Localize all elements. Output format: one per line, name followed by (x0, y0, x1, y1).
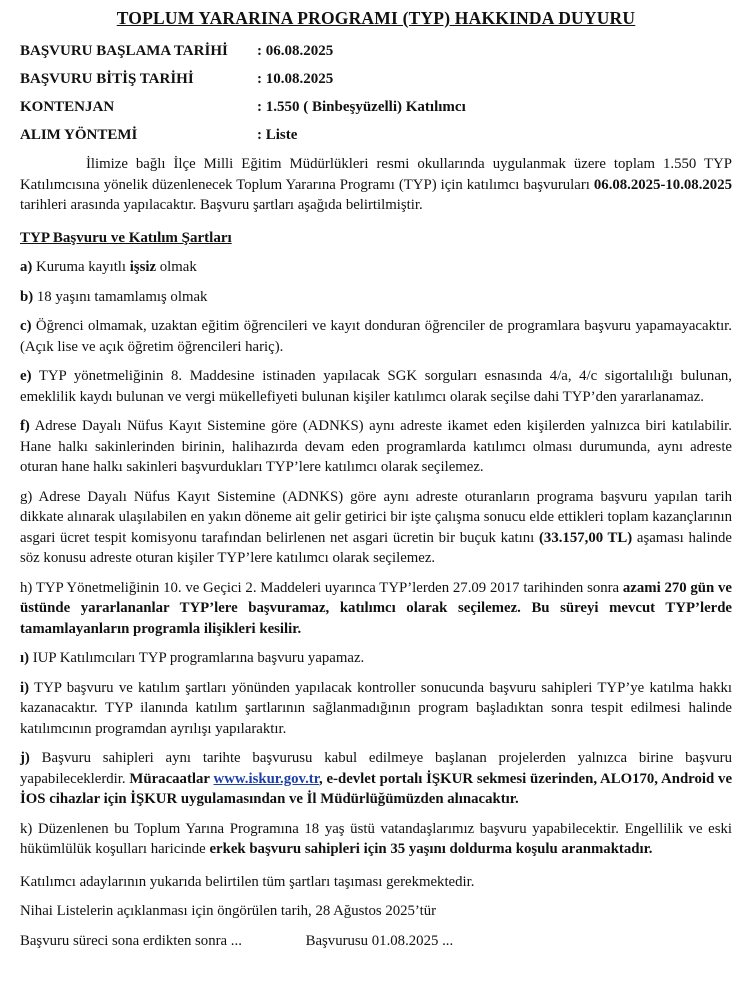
intro-paragraph (20, 154, 732, 216)
item-marker: i) (20, 679, 30, 696)
item-text: olmak (156, 259, 197, 275)
item-text: aşaması halinde söz konusu adreste oturan kişiler TYP’lere katılımcı olarak seçilemez. (20, 529, 733, 566)
meta-value: : 10.08.2025 (257, 71, 334, 87)
item-text: TYP yönetmeliğinin 8. Maddesine istinaden yapılacak SGK sorguları esnasında 4/a, 4/c sigortalılığı bulunan, emeklilik kaydı bulunan ve vergi mükellefiyeti bulunan kişiler katılımcı olarak seçilse dahi TYP’den yararlanamaz. (20, 368, 732, 405)
item-bold: Müracaatlar (129, 770, 214, 787)
item-text: TYP başvuru ve katılım şartları yönünden yapılacak kontroller sonucunda başvuru sahipleri TYP’ye katılma hakkı kazanacaktır. TYP ilanında katılım şartlarının sağlanmadığının program başladıktan sonra tespit edilmesi halinde katılımcının programdan ayrılışı yapılaraktır. (20, 679, 732, 737)
item-marker: f) (20, 418, 30, 434)
meta-row-end-date (20, 71, 732, 88)
condition-item-a (20, 257, 732, 278)
item-marker: e) (20, 368, 32, 384)
meta-label: BAŞVURU BİTİŞ TARİHİ (20, 71, 194, 87)
item-bold: azami 270 gün ve üstünde yararlananlar TYP’lere başvuramaz, katılımcı olarak seçilemez. Bu süreyi mevcut TYP’lerde tamamlayanların programla ilişikleri kesilir. (20, 579, 732, 637)
condition-item-f (20, 416, 732, 478)
item-text: h) TYP Yönetmeliğinin 10. ve Geçici 2. Maddeleri uyarınca TYP’lerden 27.09 2017 tarihinden sonra (20, 579, 623, 596)
meta-row-start-date (20, 43, 732, 60)
meta-value: : 06.08.2025 (257, 43, 334, 59)
item-text: Öğrenci olmamak, uzaktan eğitim öğrencileri ve kayıt donduran öğrenciler de programlara başvuru yapamayacaktır. (Açık lise ve açık öğretim öğrencileri hariç). (20, 318, 732, 355)
item-text: 18 yaşını tamamlamış olmak (33, 288, 208, 305)
meta-row-method (20, 127, 732, 144)
item-marker: a) (20, 259, 33, 275)
condition-item-b (20, 287, 732, 308)
condition-item-k (20, 819, 732, 860)
item-marker: b) (20, 288, 34, 305)
condition-item-g (20, 487, 732, 569)
iskur-link[interactable]: www.iskur.gov.tr (213, 770, 319, 787)
condition-item-h (20, 578, 732, 640)
meta-label: BAŞVURU BAŞLAMA TARİHİ (20, 43, 228, 59)
condition-item-i (20, 678, 732, 740)
announcement-page (20, 0, 732, 951)
condition-item-j (20, 748, 732, 810)
footer-partial-text: Başvuru süreci sona erdikten sonra ... (20, 932, 242, 949)
meta-value: : 1.550 ( Binbeşyüzelli) Katılımcı (257, 99, 466, 115)
item-marker: ı) (20, 650, 30, 666)
item-text: k) Düzenlenen bu Toplum Yarına Programına 18 yaş üstü vatandaşlarımız başvuru yapabilecektir. Engellilik ve eski hükümlülük koşulları haricinde (20, 820, 732, 857)
section-title: TYP Başvuru ve Katılım Şartları (20, 229, 232, 246)
item-text: IUP Katılımcıları TYP programlarına başvuru yapamaz. (29, 650, 365, 666)
footer-partial-line (20, 931, 732, 952)
item-marker: j) (20, 750, 30, 766)
meta-label: ALIM YÖNTEMİ (20, 127, 138, 143)
item-bold: erkek başvuru sahipleri için 35 yaşını doldurma koşulu aranmaktadır. (209, 841, 653, 857)
meta-value: : Liste (257, 127, 298, 143)
item-bold: (33.157,00 TL) (539, 529, 633, 546)
item-bold: , e-devlet portalı İŞKUR sekmesi üzerinden, ALO170, Android ve İOS cihazlar için İŞKUR uygulamasından ve İl Müdürlüğümüzden alınacaktır. (20, 770, 733, 807)
intro-dates: 06.08.2025-10.08.2025 (593, 176, 732, 193)
intro-text: tarihleri arasında yapılacaktır. Başvuru şartları aşağıda belirtilmiştir. (20, 197, 423, 213)
item-marker: c) (20, 318, 32, 334)
condition-item-i-dotless (20, 648, 732, 669)
item-text: Kuruma kayıtlı (32, 259, 130, 275)
announcement-meta (20, 43, 732, 144)
meta-row-quota (20, 99, 732, 116)
announcement-body (20, 154, 732, 951)
item-text: Adrese Dayalı Nüfus Kayıt Sistemine göre (ADNKS) aynı adreste ikamet eden kişilerden yalnızca biri katılabilir. Hane halkı sakinlerinden birinin, halihazırda devam eden programlarda katılımcı olması durumunda, aynı adreste oturan hane halkı sakinleri başvurdukları TYP’lere katılımcı olarak seçilemez. (20, 418, 732, 475)
footer-partial-tail: Başvurusu 01.08.2025 ... (305, 932, 454, 949)
condition-item-c (20, 316, 732, 357)
footer-requirement: Katılımcı adaylarının yukarıda belirtilen tüm şartları taşıması gerekmektedir. (20, 873, 475, 890)
condition-item-e (20, 366, 732, 407)
page-title: TOPLUM YARARINA PROGRAMI (TYP) HAKKINDA DUYURU (116, 8, 636, 28)
item-bold: işsiz (129, 259, 157, 275)
intro-text: İlimize bağlı İlçe Milli Eğitim Müdürlükleri resmi okullarında uygulanmak üzere toplam 1.550 TYP Katılımcısına yönelik düzenlenecek Toplum Yararına Programı (TYP) için katılımcı başvuruları (20, 156, 732, 193)
meta-label: KONTENJAN (20, 99, 115, 115)
item-text: g) Adrese Dayalı Nüfus Kayıt Sistemine (ADNKS) göre aynı adreste oturanların programa başvuru yapılan tarih dikkate alınarak ulaşılabilen en yakın döneme ait gelir getirici bir işte çalışma sonucu elde ettikleri toplam kazançlarının asgari ücret tespit komisyonu tarafından belirlenen net asgari ücretin bir buçuk katını (20, 488, 732, 546)
footer-list-date: Nihai Listelerin açıklanması için öngörülen tarih, 28 Ağustos 2025’tür (20, 903, 437, 919)
item-text: Başvuru sahipleri aynı tarihte başvurusu kabul edilmeye başlanan projelerden yalnızca birine başvuru yapabileceklerdir. (20, 750, 732, 787)
